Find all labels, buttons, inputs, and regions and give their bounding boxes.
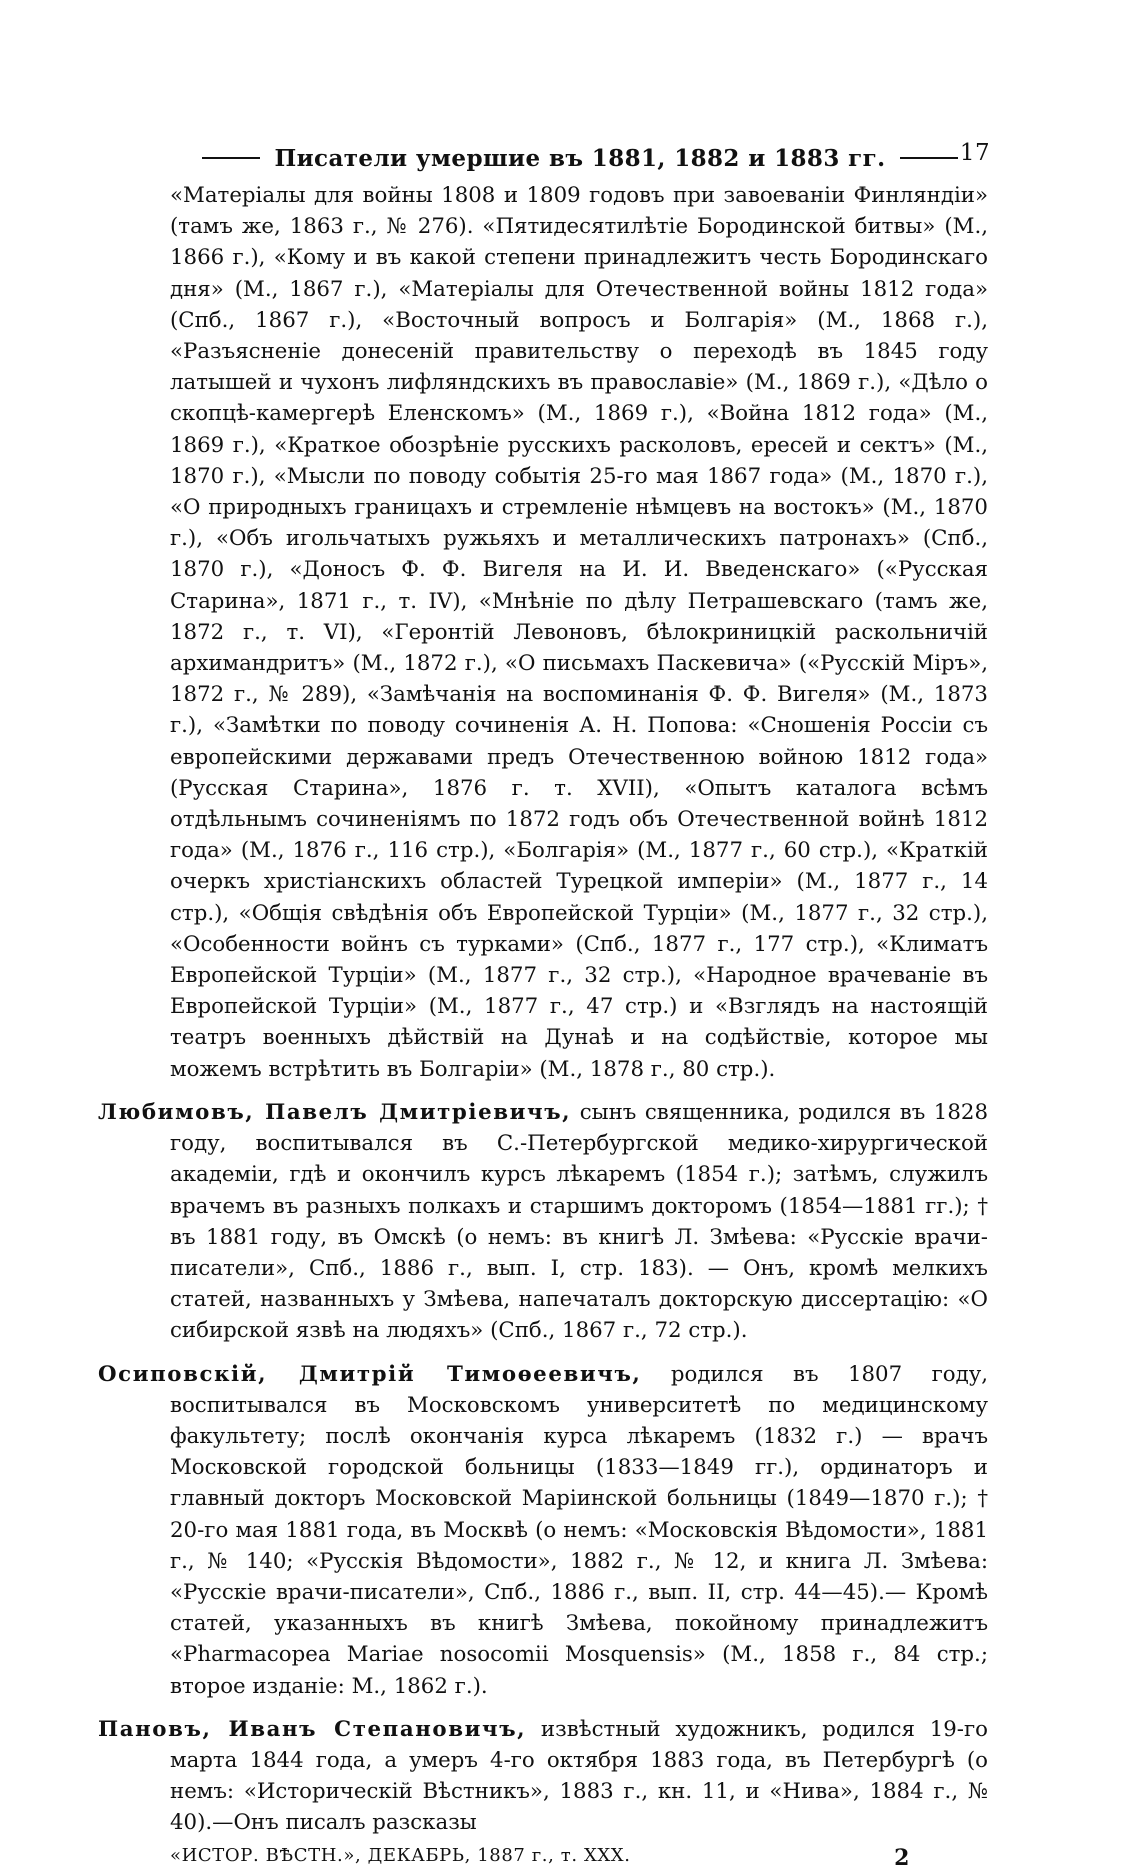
header-title: Писатели умершие въ 1881, 1882 и 1883 гг. (274, 144, 886, 172)
entry-text: родился въ 1807 году, воспитывался въ Московскомъ университетѣ по медицинскому факультету; послѣ окончанія курса лѣкаремъ (1832 г.) — врачъ Московской городской больницы (1833—1849 гг.), ординаторъ и главный докторъ Московской Маріинской больницы (1849—1870 г.); † 20-го мая 1881 года, въ Москвѣ (о немъ: «Московскія Вѣдомости», 1881 г., № 140; «Русскія Вѣдомости», 1882 г., № 12, и книга Л. Змѣева: «Русскіе врачи-писатели», Спб., 1886 г., вып. II, стр. 44—45).— Кромѣ статей, указанныхъ въ книгѣ Змѣева, покойному принадлежитъ «Pharmacopea Mariae nosocomii Mosquensis» (М., 1858 г., 84 стр.; второе изданіе: М., 1862 г.). (170, 1361, 988, 1699)
entry-osipovsky (98, 1359, 988, 1702)
signature-mark: 2 (894, 1844, 910, 1871)
document-page (98, 140, 988, 1871)
header-rule-right (900, 157, 958, 159)
entry-lyubimov (98, 1097, 988, 1347)
running-head (170, 140, 990, 176)
header-rule-left (202, 157, 260, 159)
footer-source: «ИСТОР. ВѢСТН.», ДЕКАБРЬ, 1887 г., т. XXX. (170, 1844, 631, 1866)
entry-text: извѣстный художникъ, родился 19-го марта 1844 года, а умеръ 4-го октября 1883 года, въ Петербургѣ (о немъ: «Историческій Вѣстникъ», 1883 г., кн. 11, и «Нива», 1884 г., № 40).—Онъ писалъ разсказы (170, 1716, 988, 1836)
entry-name: Любимовъ, Павелъ Дмитріевичъ, (98, 1099, 572, 1125)
page-footer (170, 1845, 910, 1871)
entry-text: сынъ священника, родился въ 1828 году, воспитывался въ С.-Петербургской медико-хирургической академіи, гдѣ и окончилъ курсъ лѣкаремъ (1854 г.); затѣмъ, служилъ врачемъ въ разныхъ полкахъ и старшимъ докторомъ (1854—1881 гг.); † въ 1881 году, въ Омскѣ (о немъ: въ книгѣ Л. Змѣева: «Русскіе врачи-писатели», Спб., 1886 г., вып. I, стр. 183). — Онъ, кромѣ мелкихъ статей, названныхъ у Змѣева, напечаталъ докторскую диссертацію: «О сибирской язвѣ на людяхъ» (Спб., 1867 г., 72 стр.). (170, 1099, 988, 1344)
page-number: 17 (959, 140, 990, 166)
continuation-paragraph: «Матеріалы для войны 1808 и 1809 годовъ при завоеваніи Финляндіи» (тамъ же, 1863 г., № 276). «Пятидесятилѣтіе Бородинской битвы» (М., 1866 г.), «Кому и въ какой степени принадлежитъ честь Бородинскаго дня» (М., 1867 г.), «Матеріалы для Отечественной войны 1812 года» (Спб., 1867 г.), «Восточный вопросъ и Болгарія» (М., 1868 г.), «Разъясненіе донесеній правительству о переходѣ въ 1845 году латышей и чухонъ лифляндскихъ въ православіе» (М., 1869 г.), «Дѣло о скопцѣ-камергерѣ Еленскомъ» (М., 1869 г.), «Война 1812 года» (М., 1869 г.), «Краткое обозрѣніе русскихъ расколовъ, ересей и сектъ» (М., 1870 г.), «Мысли по поводу событія 25-го мая 1867 года» (М., 1870 г.), «О природныхъ границахъ и стремленіе нѣмцевъ на востокъ» (М., 1870 г.), «Объ игольчатыхъ ружьяхъ и металлическихъ патронахъ» (Спб., 1870 г.), «Доносъ Ф. Ф. Вигеля на И. И. Введенскаго» («Русская Старина», 1871 г., т. IV), «Мнѣніе по дѣлу Петрашевскаго (тамъ же, 1872 г., т. VI), «Геронтій Левоновъ, бѣлокриницкій раскольничій архимандритъ» (М., 1872 г.), «О письмахъ Паскевича» («Русскій Міръ», 1872 г., № 289), «Замѣчанія на воспоминанія Ф. Ф. Вигеля» (М., 1873 г.), «Замѣтки по поводу сочиненія А. Н. Попова: «Сношенія Россіи съ европейскими державами предъ Отечественною войною 1812 года» (Русская Старина», 1876 г. т. XVII), «Опытъ каталога всѣмъ отдѣльнымъ сочиненіямъ по 1872 годъ объ Отечественной войнѣ 1812 года» (М., 1876 г., 116 стр.), «Болгарія» (М., 1877 г., 60 стр.), «Краткій очеркъ христіанскихъ областей Турецкой имперіи» (М., 1877 г., 14 стр.), «Общія свѣдѣнія объ Европейской Турціи» (М., 1877 г., 32 стр.), «Особенности войнъ съ турками» (Спб., 1877 г., 177 стр.), «Климатъ Европейской Турціи» (М., 1877 г., 32 стр.), «Народное врачеваніе въ Европейской Турціи» (М., 1877 г., 47 стр.) и «Взглядъ на настоящій театръ военныхъ дѣйствій на Дунаѣ и на содѣйствіе, которое мы можемъ встрѣтить въ Болгаріи» (М., 1878 г., 80 стр.). (170, 183, 988, 1082)
entry-name: Осиповскій, Дмитрій Тимоѳеевичъ, (98, 1361, 642, 1387)
entry-name: Пановъ, Иванъ Степановичъ, (98, 1716, 527, 1742)
entry-panov (98, 1714, 988, 1839)
